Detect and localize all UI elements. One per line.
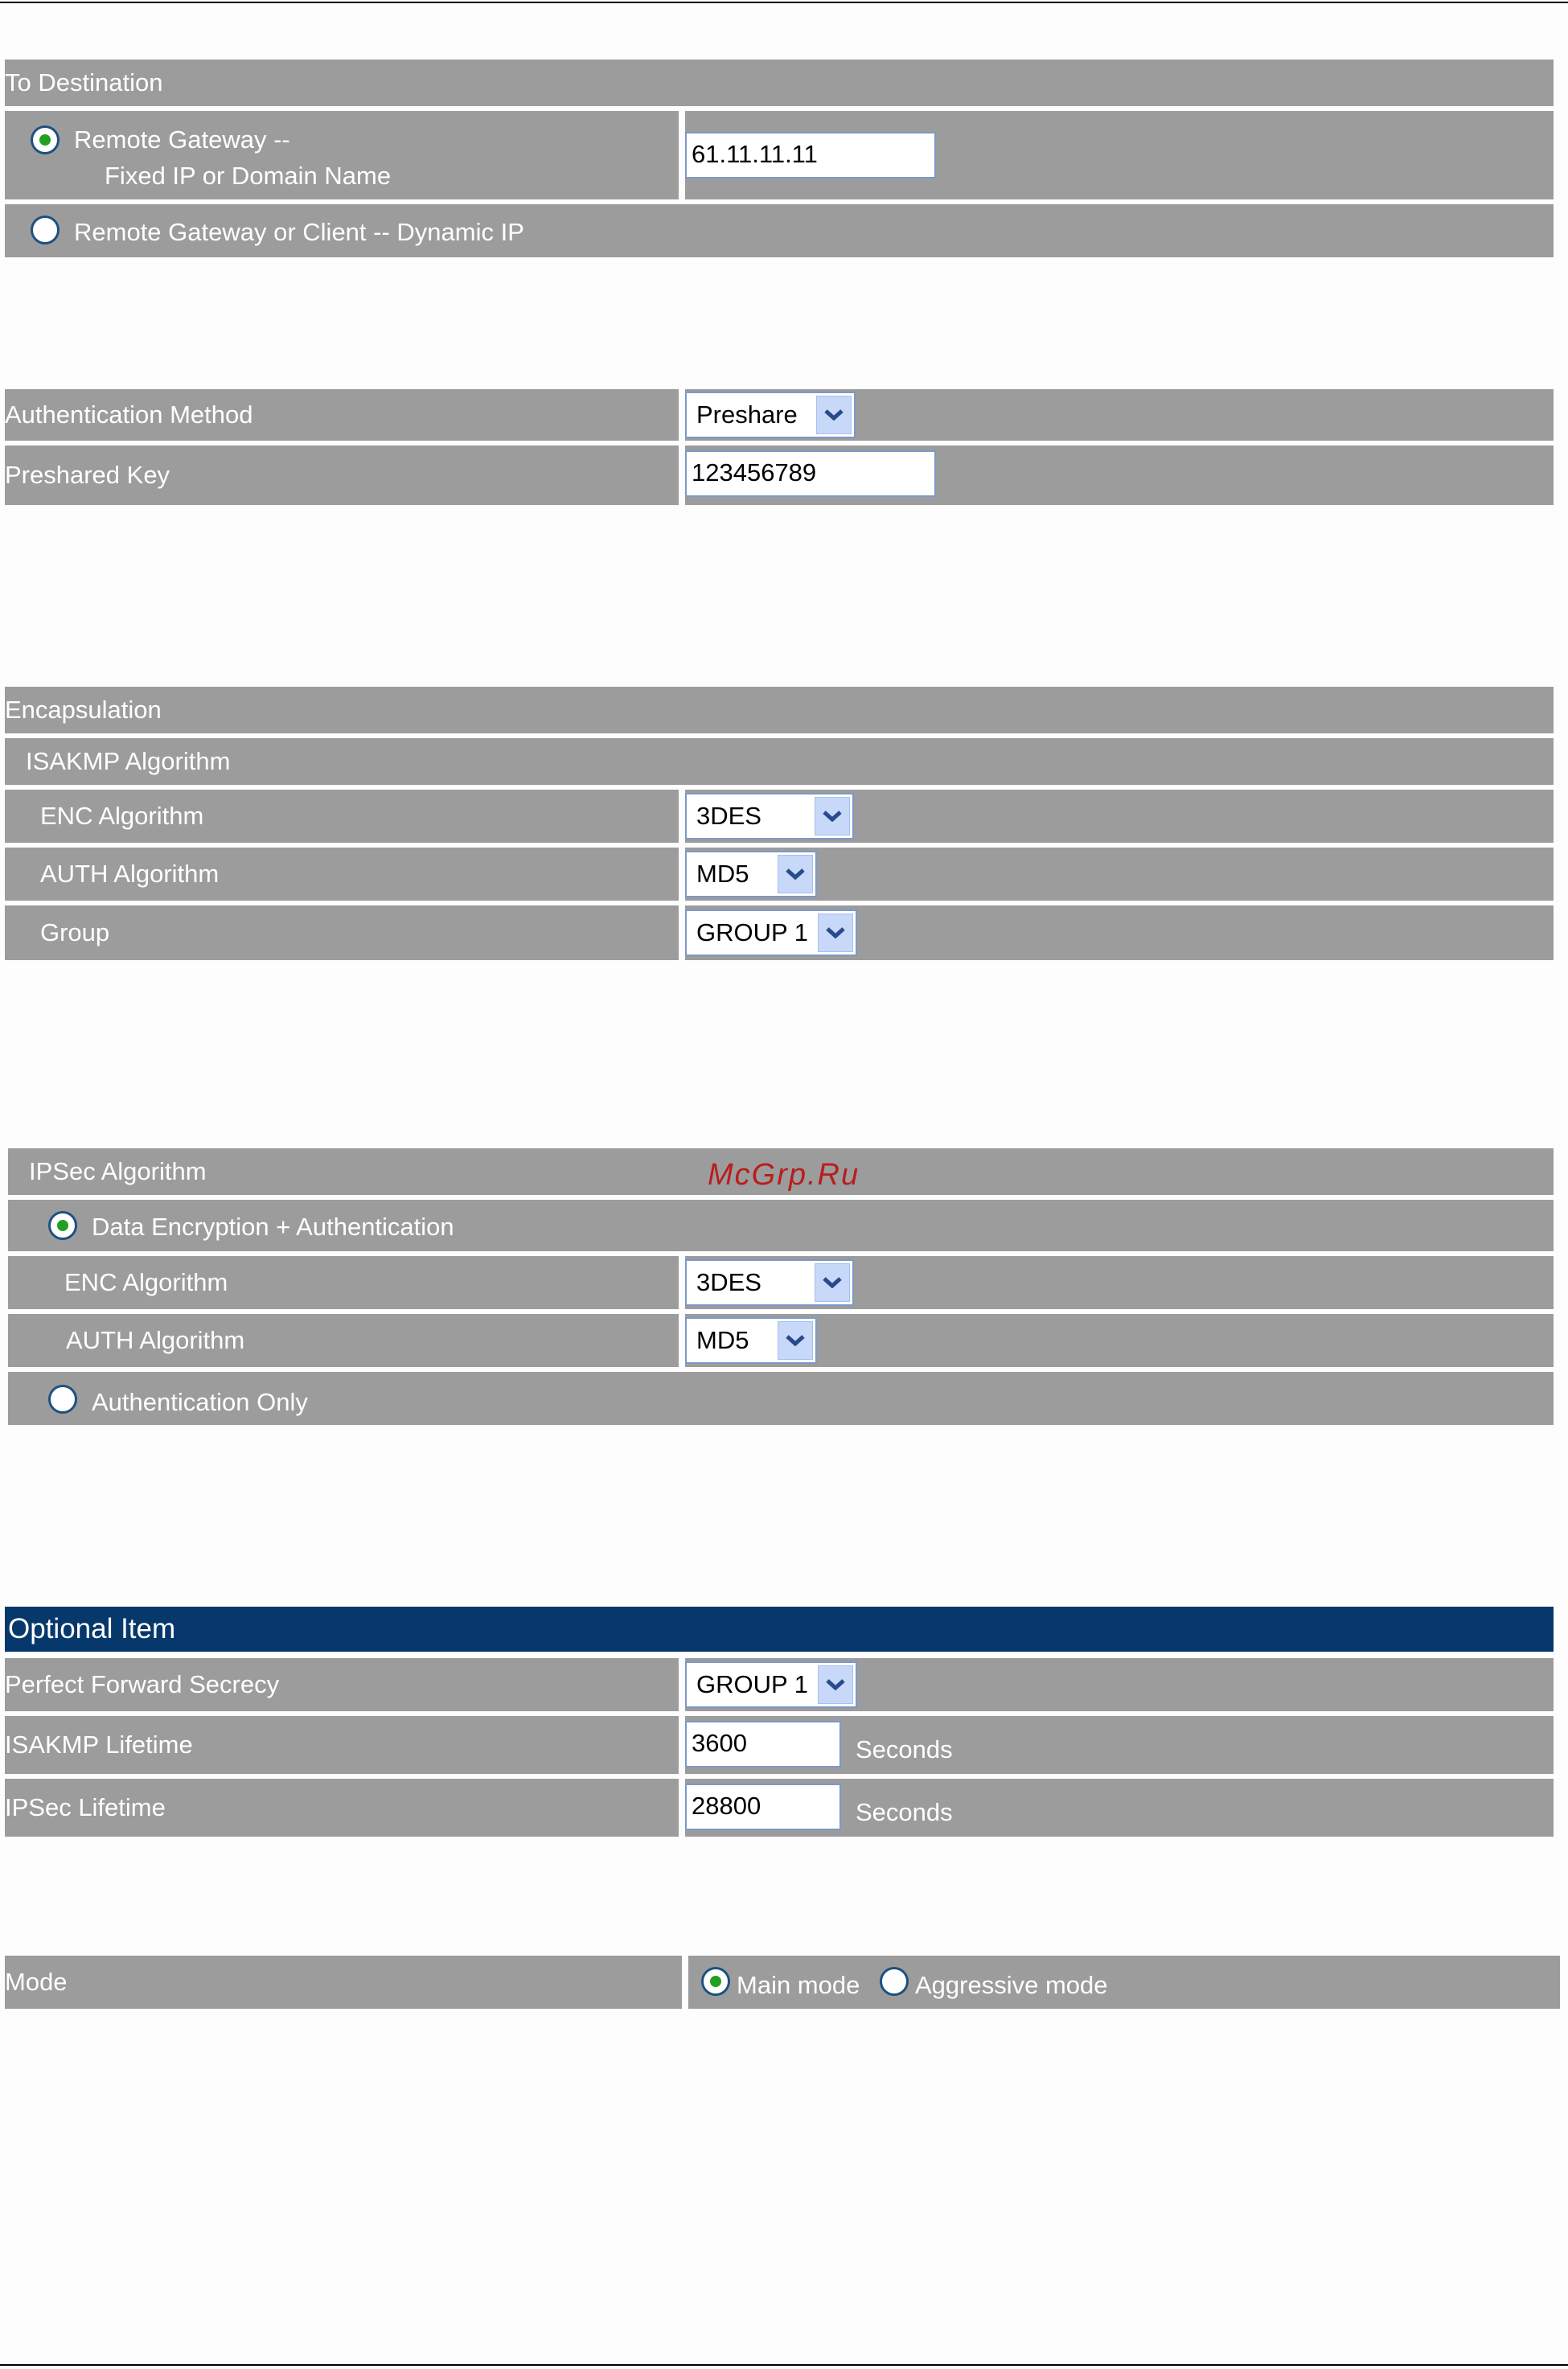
- mode-row: [5, 1956, 682, 2009]
- ipsec-lifetime-label: IPSec Lifetime: [5, 1793, 166, 1821]
- destination-header: To Destination: [5, 60, 1554, 106]
- ipsec-auth-row: [8, 1314, 679, 1367]
- ipsec-lifetime-unit: Seconds: [856, 1798, 953, 1826]
- ipsec-lifetime-input[interactable]: 28800: [685, 1784, 841, 1830]
- preshared-key-label: Preshared Key: [5, 461, 170, 489]
- isakmp-auth-row: [5, 848, 679, 901]
- preshared-key-input[interactable]: 123456789: [685, 450, 936, 497]
- isakmp-group-cell: [685, 905, 1554, 960]
- mode-cell: [688, 1956, 1560, 2009]
- auth-method-cell: [685, 389, 1554, 441]
- auth-method-label: Authentication Method: [5, 400, 253, 429]
- isakmp-enc-select[interactable]: 3DES: [685, 793, 854, 840]
- preshared-key-cell: [685, 445, 1554, 505]
- chevron-down-icon: [778, 855, 813, 893]
- isakmp-lifetime-label: ISAKMP Lifetime: [5, 1731, 193, 1759]
- ipsec-auth-only-label: Authentication Only: [92, 1388, 308, 1416]
- ipsec-auth-label: AUTH Algorithm: [66, 1326, 245, 1354]
- main-mode-radio[interactable]: [701, 1967, 730, 1996]
- main-mode-label: Main mode: [737, 1971, 860, 1999]
- remote-dynamic-row: [5, 204, 1554, 257]
- ipsec-enc-label: ENC Algorithm: [64, 1268, 228, 1296]
- isakmp-enc-row: [5, 790, 679, 843]
- remote-fixed-radio[interactable]: [31, 125, 60, 154]
- remote-ip-input[interactable]: 61.11.11.11: [685, 132, 936, 179]
- ipsec-enc-cell: [685, 1256, 1554, 1309]
- chevron-down-icon: [816, 396, 852, 434]
- chevron-down-icon: [818, 1665, 853, 1704]
- chevron-down-icon: [815, 797, 850, 836]
- chevron-down-icon: [818, 914, 853, 952]
- isakmp-lifetime-cell: [685, 1716, 1554, 1774]
- encapsulation-header: Encapsulation: [5, 687, 1554, 733]
- isakmp-group-label: Group: [40, 918, 110, 946]
- remote-fixed-label-line2: Fixed IP or Domain Name: [105, 162, 392, 190]
- pfs-cell: [685, 1658, 1554, 1711]
- ipsec-header: IPSec Algorithm: [8, 1148, 1554, 1195]
- watermark: McGrp.Ru: [708, 1158, 860, 1192]
- isakmp-auth-label: AUTH Algorithm: [40, 860, 220, 888]
- chevron-down-icon: [815, 1263, 850, 1302]
- isakmp-lifetime-row: [5, 1716, 679, 1774]
- aggressive-mode-label: Aggressive mode: [915, 1971, 1108, 1999]
- ipsec-auth-cell: [685, 1314, 1554, 1367]
- remote-fixed-value-cell: [685, 111, 1554, 199]
- top-rule: [0, 2, 1568, 3]
- ipsec-enc-row: [8, 1256, 679, 1309]
- ipsec-data-enc-label: Data Encryption + Authentication: [92, 1213, 454, 1241]
- isakmp-enc-cell: [685, 790, 1554, 843]
- isakmp-lifetime-input[interactable]: 3600: [685, 1721, 841, 1768]
- isakmp-auth-select[interactable]: MD5: [685, 851, 817, 897]
- ipsec-lifetime-cell: [685, 1779, 1554, 1837]
- isakmp-auth-cell: [685, 848, 1554, 901]
- ipsec-auth-only-row: [8, 1372, 1554, 1425]
- isakmp-lifetime-unit: Seconds: [856, 1735, 953, 1763]
- isakmp-group-row: [5, 905, 679, 960]
- mode-label: Mode: [5, 1968, 68, 1996]
- remote-fixed-label-line1: Remote Gateway --: [74, 125, 290, 154]
- remote-dynamic-radio[interactable]: [31, 216, 60, 244]
- isakmp-group-select[interactable]: GROUP 1: [685, 909, 857, 956]
- isakmp-enc-label: ENC Algorithm: [40, 802, 204, 830]
- remote-dynamic-label: Remote Gateway or Client -- Dynamic IP: [74, 218, 524, 246]
- ipsec-data-enc-row: [8, 1200, 1554, 1251]
- optional-item-header: Optional Item: [5, 1607, 1554, 1652]
- bottom-rule: [0, 2364, 1568, 2366]
- auth-method-row: [5, 389, 679, 441]
- ipsec-lifetime-row: [5, 1779, 679, 1837]
- ipsec-auth-only-radio[interactable]: [48, 1385, 77, 1414]
- auth-method-select[interactable]: Preshare: [685, 392, 856, 438]
- isakmp-header: ISAKMP Algorithm: [5, 738, 1554, 785]
- pfs-select[interactable]: GROUP 1: [685, 1661, 857, 1708]
- ipsec-data-enc-radio[interactable]: [48, 1211, 77, 1240]
- pfs-label: Perfect Forward Secrecy: [5, 1670, 280, 1698]
- chevron-down-icon: [778, 1321, 813, 1360]
- ipsec-auth-select[interactable]: MD5: [685, 1317, 817, 1364]
- ipsec-enc-select[interactable]: 3DES: [685, 1259, 854, 1306]
- preshared-key-row: [5, 445, 679, 505]
- aggressive-mode-radio[interactable]: [880, 1967, 909, 1996]
- remote-fixed-row: [5, 111, 679, 199]
- pfs-row: [5, 1658, 679, 1711]
